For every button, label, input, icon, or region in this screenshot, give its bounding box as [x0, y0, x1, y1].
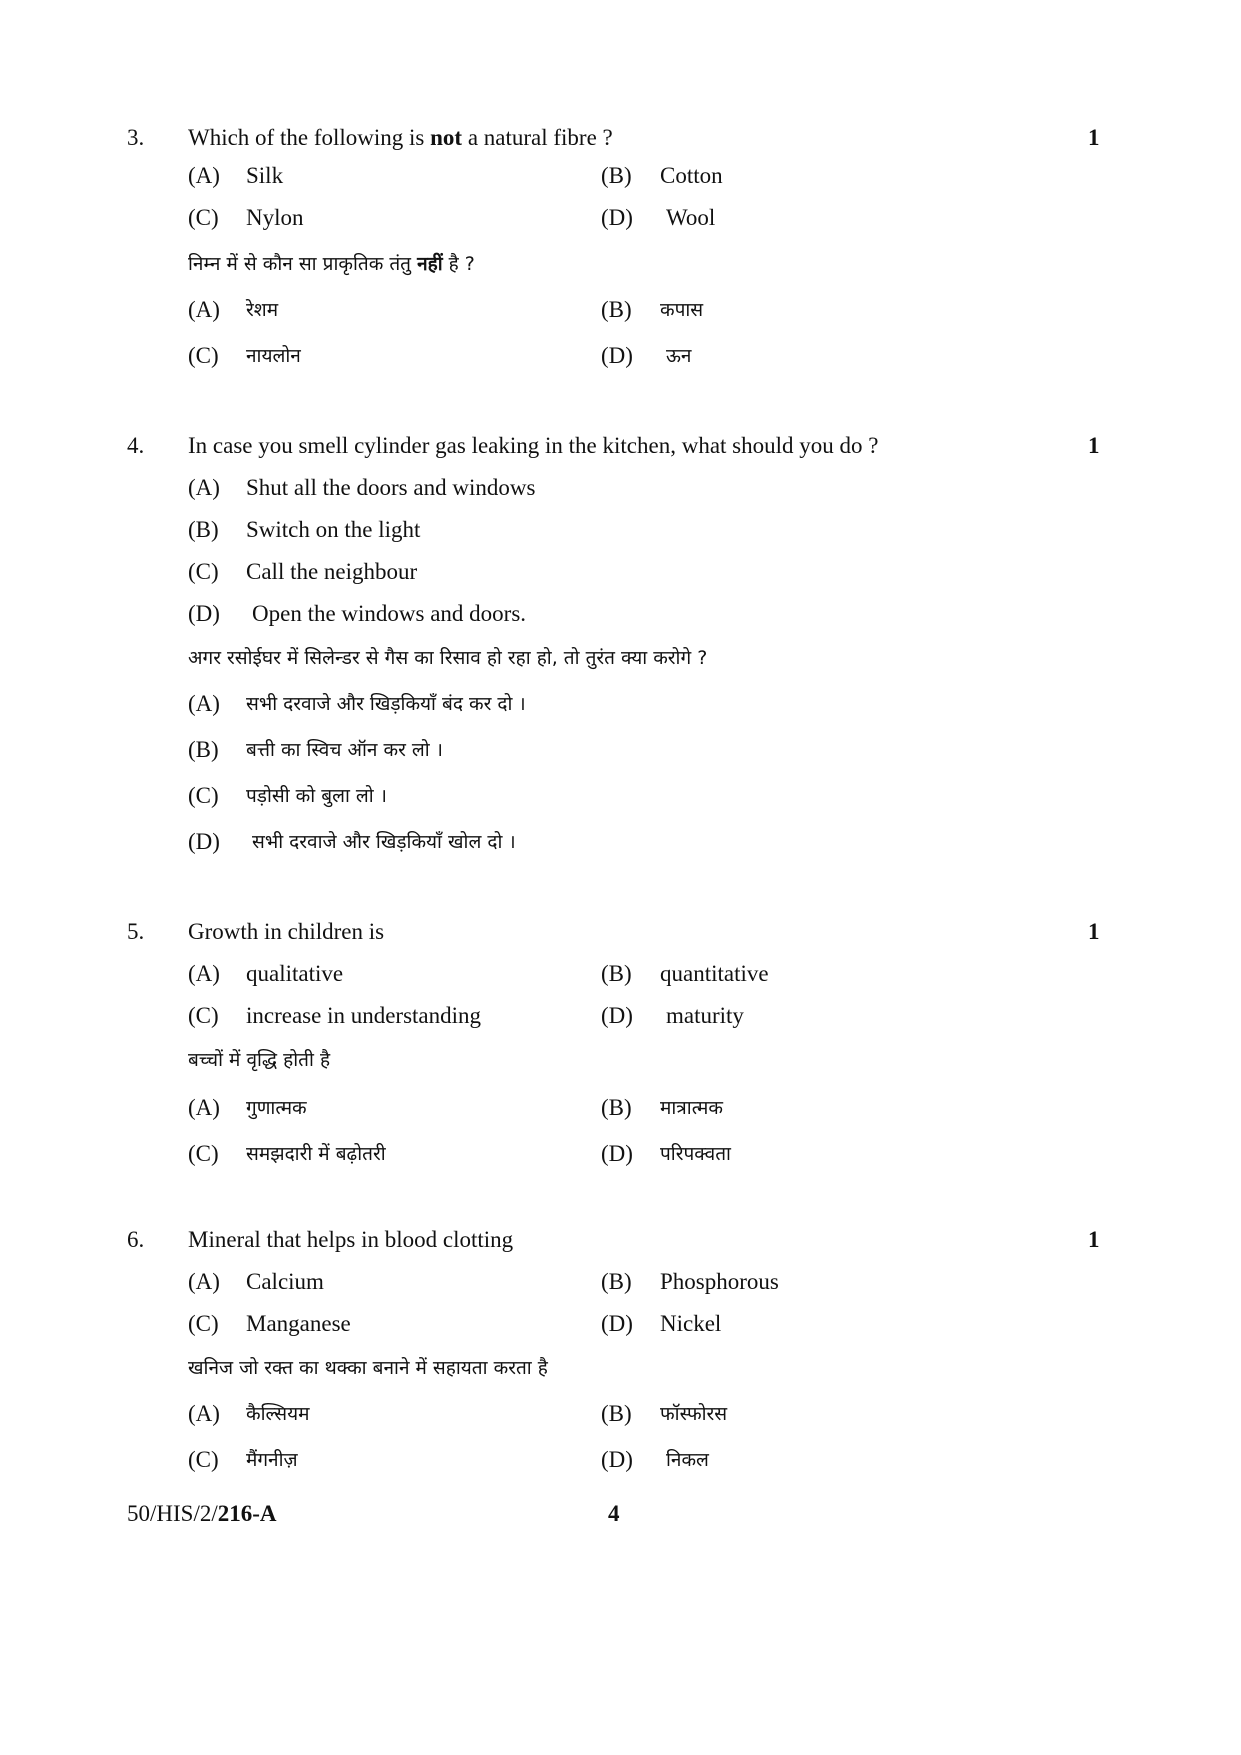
option-text-hindi: सभी दरवाजे और खिड़कियाँ खोल दो ।	[252, 831, 516, 853]
marks: 1	[1088, 919, 1100, 944]
option-label: (A)	[188, 1095, 220, 1120]
option-label: (B)	[601, 961, 632, 986]
option-text: Call the neighbour	[246, 559, 418, 584]
option-text: Wool	[666, 205, 716, 230]
option-text: Manganese	[246, 1311, 351, 1336]
option-label: (B)	[188, 737, 219, 762]
option-text-hindi: गुणात्मक	[246, 1097, 307, 1119]
question-text: Growth in children is	[188, 919, 385, 944]
question-text: In case you smell cylinder gas leaking in the kitchen, what should you do ?	[188, 433, 879, 458]
option-text-hindi: निकल	[666, 1449, 709, 1471]
option-text: Phosphorous	[660, 1269, 779, 1294]
option-label: (D)	[601, 1447, 633, 1472]
option-text-hindi: समझदारी में बढ़ोतरी	[246, 1143, 386, 1165]
question-text-part: निम्न में से कौन सा प्राकृतिक तंतु	[188, 253, 418, 275]
option-text-hindi: नायलोन	[246, 345, 301, 367]
option-label: (A)	[188, 961, 220, 986]
option-text-hindi: रेशम	[246, 299, 279, 321]
option-label: (D)	[601, 1003, 633, 1028]
option-text: Shut all the doors and windows	[246, 475, 536, 500]
option-text: Nylon	[246, 205, 304, 230]
question-number: 6.	[127, 1227, 145, 1252]
option-label: (A)	[188, 297, 220, 322]
option-label: (A)	[188, 163, 220, 188]
option-label: (A)	[188, 1401, 220, 1426]
option-text-hindi: कपास	[660, 299, 704, 321]
option-label: (C)	[188, 205, 219, 230]
option-label: (C)	[188, 783, 219, 808]
option-label: (D)	[601, 205, 633, 230]
option-label: (C)	[188, 343, 219, 368]
option-label: (D)	[601, 1311, 633, 1336]
option-text: increase in understanding	[246, 1003, 482, 1028]
question-number: 5.	[127, 919, 145, 944]
page-number: 4	[608, 1501, 620, 1526]
question-number: 3.	[127, 125, 145, 150]
option-label: (C)	[188, 559, 219, 584]
option-label: (B)	[601, 1095, 632, 1120]
option-label: (C)	[188, 1311, 219, 1336]
question-text	[188, 124, 613, 152]
question-text-hindi: बच्चों में वृद्धि होती है	[188, 1049, 331, 1071]
option-label: (B)	[601, 1401, 632, 1426]
option-text-hindi: कैल्सियम	[246, 1403, 310, 1425]
option-label: (D)	[188, 601, 220, 626]
option-text-hindi: पड़ोसी को बुला लो ।	[246, 785, 387, 807]
question-text-emphasis: नहीं	[417, 253, 443, 275]
question-text-hindi	[188, 250, 475, 278]
question-text-emphasis: not	[430, 125, 463, 150]
option-text: Open the windows and doors.	[252, 601, 527, 626]
option-label: (C)	[188, 1003, 219, 1028]
option-label: (C)	[188, 1141, 219, 1166]
option-text-hindi: मैंगनीज़	[246, 1449, 298, 1471]
option-label: (A)	[188, 1269, 220, 1294]
option-label: (D)	[601, 1141, 633, 1166]
option-label: (B)	[601, 1269, 632, 1294]
option-label: (B)	[601, 163, 632, 188]
option-text-hindi: मात्रात्मक	[660, 1097, 723, 1119]
question-text-hindi: अगर रसोईघर में सिलेन्डर से गैस का रिसाव हो रहा हो, तो तुरंत क्या करोगे ?	[188, 647, 708, 669]
option-text-hindi: फॉस्फोरस	[660, 1403, 728, 1425]
option-text: quantitative	[660, 961, 769, 986]
option-label: (D)	[601, 343, 633, 368]
option-text-hindi: बत्ती का स्विच ऑन कर लो ।	[246, 739, 443, 761]
paper-code	[127, 1500, 277, 1528]
question-text: Mineral that helps in blood clotting	[188, 1227, 514, 1252]
option-text-hindi: परिपक्वता	[660, 1143, 731, 1165]
option-text: Switch on the light	[246, 517, 421, 542]
marks: 1	[1088, 433, 1100, 458]
option-label: (B)	[188, 517, 219, 542]
option-label: (C)	[188, 1447, 219, 1472]
option-label: (A)	[188, 691, 220, 716]
option-text: Calcium	[246, 1269, 324, 1294]
question-text-part: Which of the following is	[188, 125, 431, 150]
marks: 1	[1088, 1227, 1100, 1252]
option-text-hindi: सभी दरवाजे और खिड़कियाँ बंद कर दो ।	[246, 693, 526, 715]
question-number: 4.	[127, 433, 145, 458]
option-text: maturity	[666, 1003, 744, 1028]
option-label: (D)	[188, 829, 220, 854]
question-text-part: है ?	[442, 253, 475, 275]
marks: 1	[1088, 125, 1100, 150]
paper-code-prefix: 50/HIS/2/	[127, 1501, 218, 1526]
option-text: qualitative	[246, 961, 344, 986]
option-text: Nickel	[660, 1311, 722, 1336]
option-label: (B)	[601, 297, 632, 322]
option-label: (A)	[188, 475, 220, 500]
option-text: Cotton	[660, 163, 723, 188]
option-text: Silk	[246, 163, 284, 188]
question-text-hindi: खनिज जो रक्त का थक्का बनाने में सहायता करता है	[188, 1357, 548, 1379]
paper-code-suffix: 216-A	[217, 1501, 277, 1526]
option-text-hindi: ऊन	[666, 345, 692, 367]
question-text-part: a natural fibre ?	[462, 125, 613, 150]
